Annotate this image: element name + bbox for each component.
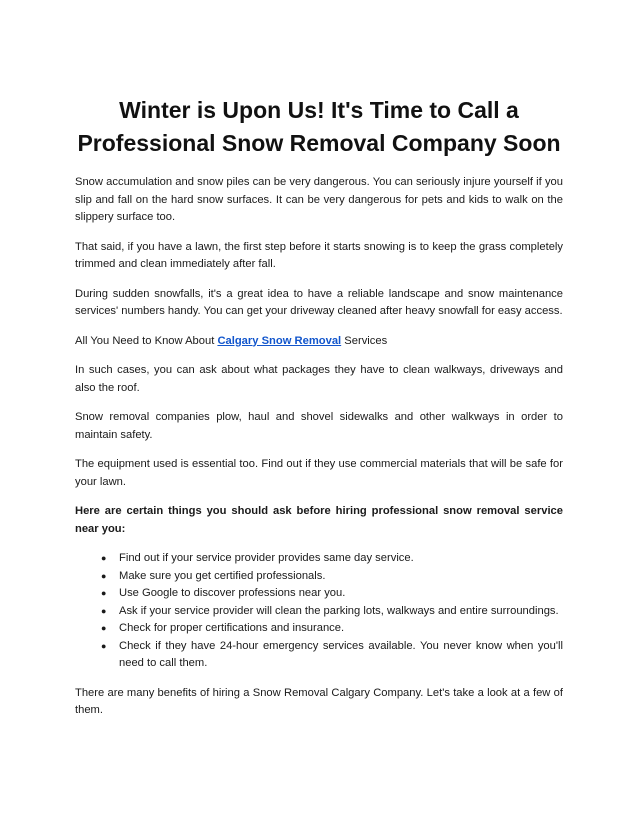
paragraph-snowfalls: During sudden snowfalls, it's a great idea to have a reliable landscape and snow maintenance services' numbers handy. You can get your driveway cleaned after heavy snowfall for easy access. [75, 287, 563, 317]
list-item [101, 550, 563, 568]
paragraph-dangers: Snow accumulation and snow piles can be very dangerous. You can seriously injure yourself if you slip and fall on the hard snow surfaces. It can be very dangerous for pets and kids to walk on the slippery surface too. [75, 176, 563, 223]
paragraph-packages: In such cases, you can ask about what packages they have to clean walkways, driveways and also the roof. [75, 364, 563, 394]
paragraph-know-about [75, 333, 563, 351]
bullet-icon: ● [101, 553, 107, 563]
list-item [101, 620, 563, 638]
list-item-text: Find out if your service provider provides same day service. [119, 552, 414, 564]
list-item [101, 603, 563, 621]
paragraph-plow: Snow removal companies plow, haul and shovel sidewalks and other walkways in order to maintain safety. [75, 411, 563, 441]
list-item-text: Make sure you get certified professionals. [119, 569, 326, 582]
bullet-icon: ● [101, 588, 107, 598]
paragraph-benefits: There are many benefits of hiring a Snow Removal Calgary Company. Let's take a look at a few of them. [75, 686, 563, 716]
page-title: Winter is Upon Us! It's Time to Call a Professional Snow Removal Company Soon [77, 97, 561, 156]
list-item-text: Use Google to discover professions near you. [119, 587, 346, 599]
paragraph-lawn: That said, if you have a lawn, the first step before it starts snowing is to keep the grass completely trimmed and clean immediately after fall. [75, 240, 563, 270]
paragraph-questions-heading: Here are certain things you should ask before hiring professional snow removal service near you: [75, 505, 563, 535]
bullet-icon: ● [101, 605, 107, 616]
bullet-icon: ● [101, 623, 107, 633]
know-about-suffix: Services [341, 334, 388, 347]
list-item [101, 585, 563, 603]
list-item-text: Ask if your service provider will clean the parking lots, walkways and entire surroundings. [119, 604, 559, 617]
calgary-snow-removal-link[interactable]: Calgary Snow Removal [217, 334, 342, 347]
bullet-icon: ● [101, 570, 107, 581]
list-item-text: Check if they have 24-hour emergency services available. You never know when you'll need to call them. [119, 639, 563, 669]
questions-list [75, 550, 563, 673]
list-item-text: Check for proper certifications and insurance. [119, 622, 345, 634]
bullet-icon: ● [101, 640, 107, 651]
document-page [75, 94, 563, 732]
paragraph-equipment: The equipment used is essential too. Find out if they use commercial materials that will be safe for your lawn. [75, 458, 563, 488]
list-item [101, 638, 563, 673]
list-item [101, 568, 563, 586]
know-about-prefix: All You Need to Know About [75, 334, 218, 347]
